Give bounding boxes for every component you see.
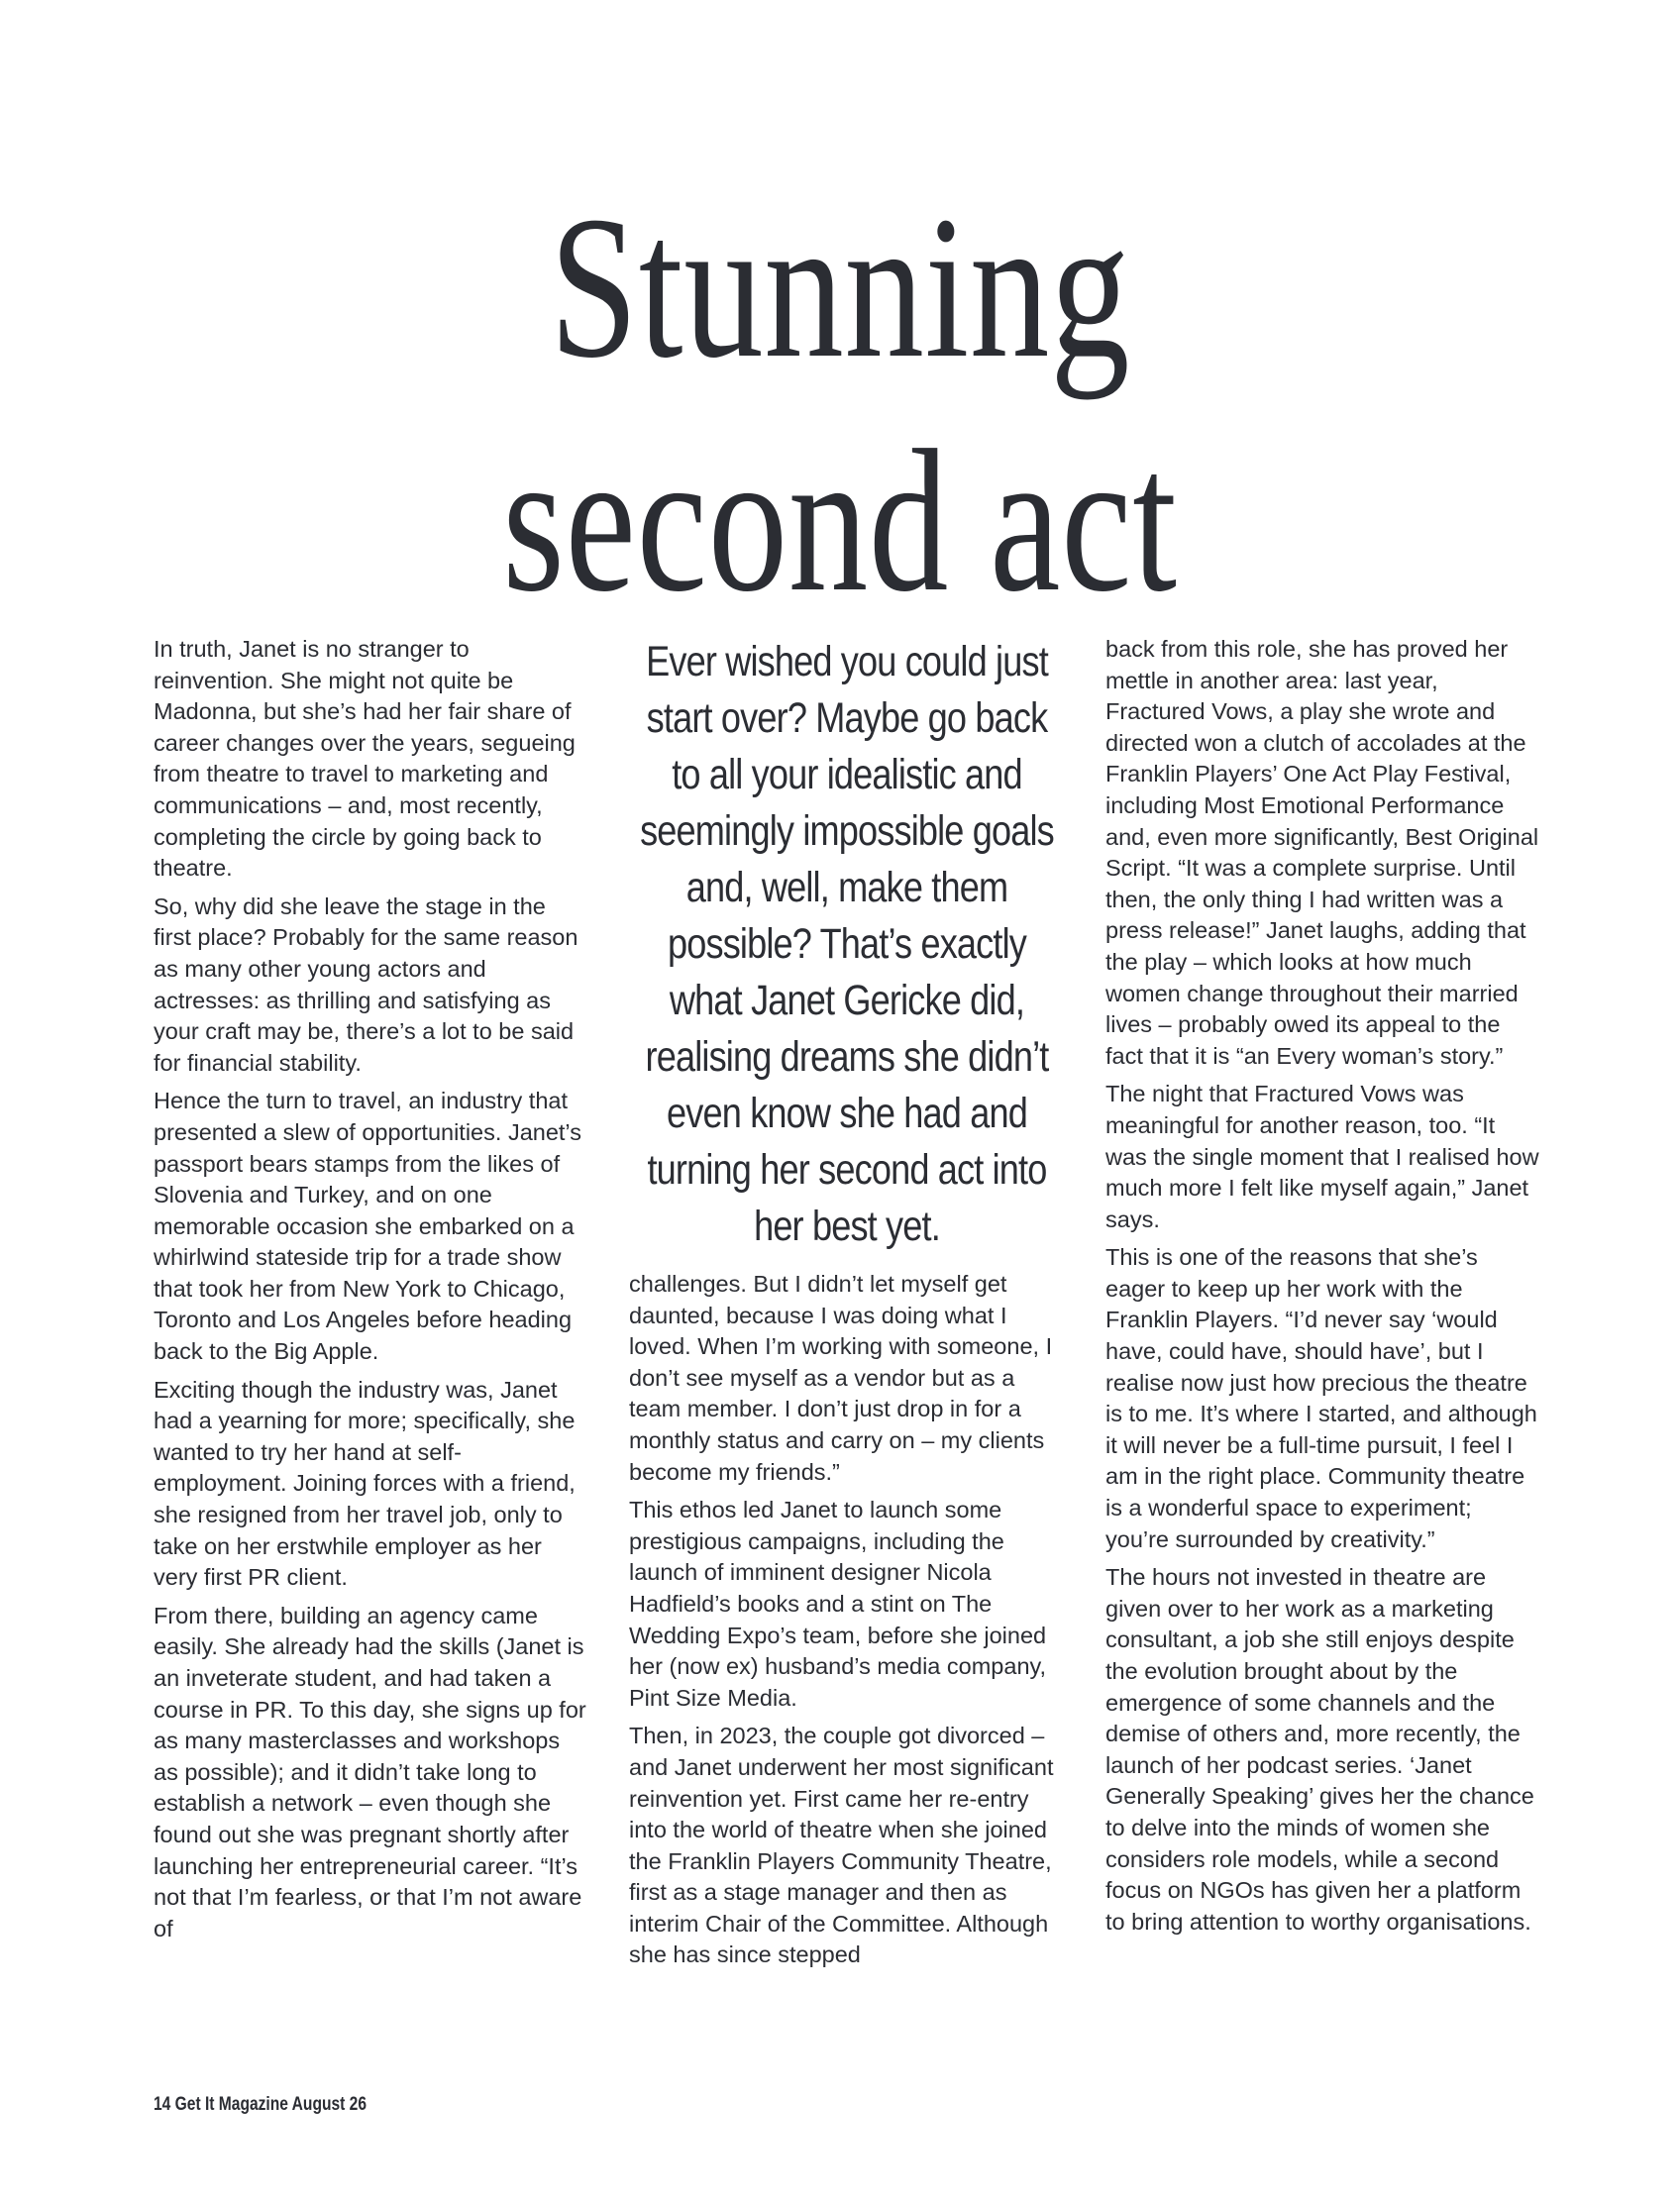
paragraph: From there, building an agency came easily. She already had the skills (Janet is an inveterate student, and had taken a course in PR. To this day, she signs up for as many masterclasses and workshops as possible); and it didn’t take long to establish a network – even though she found out she was pregnant shortly after launching her entrepreneurial career. “It’s not that I’m fearless, or that I’m not aware of bbox=[154, 1602, 586, 1941]
article-column-3 bbox=[1105, 634, 1541, 1944]
headline bbox=[185, 170, 1496, 638]
article-column-2 bbox=[629, 634, 1065, 1978]
paragraph: Exciting though the industry was, Janet had a yearning for more; specifically, she wanted to try her hand at self-employment. Joining forces with a friend, she resigned from her travel job, only to take on her erstwhile employer as her very first PR client. bbox=[154, 1376, 576, 1591]
paragraph: Then, in 2023, the couple got divorced – and Janet underwent her most significant reinvention yet. First came her re-entry into the world of theatre when she joined the Franklin Players Community Theatre, first as a stage manager and then as interim Chair of the Committee. Although she has since stepped bbox=[629, 1723, 1054, 1968]
paragraph: This ethos led Janet to launch some prestigious campaigns, including the launch of imminent designer Nicola Hadfield’s books and a stint on The Wedding Expo’s team, before she joined her (now ex) husband’s media company, Pint Size Media. bbox=[629, 1497, 1047, 1711]
page-folio: 14 Get It Magazine August 26 bbox=[154, 2094, 367, 2115]
headline-line-2: second act bbox=[502, 407, 1178, 634]
paragraph: This is one of the reasons that she’s eager to keep up her work with the Franklin Players. “I’d never say ‘would have, could have, should have’, but I realise now just how precious the theatre is to me. It’s where I started, and although it will never be a full-time pursuit, I feel I am in the right place. Community theatre is a wonderful space to experiment; you’re surrounded by creativity.” bbox=[1105, 1244, 1537, 1552]
paragraph: back from this role, she has proved her mettle in another area: last year, Fractured Vows, a play she wrote and directed won a clutch of accolades at the Franklin Players’ One Act Play Festival, including Most Emotional Performance and, even more significantly, Best Original Script. “It was a complete surprise. Until then, the only thing I had written was a press release!” Janet laughs, adding that the play – which looks at how much women change throughout their married lives – probably owed its appeal to the fact that it is “an Every woman’s story.” bbox=[1105, 636, 1539, 1069]
headline-line-1: Stunning bbox=[549, 173, 1131, 400]
paragraph: The hours not invested in theatre are given over to her work as a marketing consultant, a job she still enjoys despite the evolution brought about by the emergence of some channels and the demise of others and, more recently, the launch of her podcast series. ‘Janet Generally Speaking’ gives her the chance to delve into the minds of women she considers role models, while a second focus on NGOs has given her a platform to bring attention to worthy organisations. bbox=[1105, 1564, 1534, 1935]
paragraph: Hence the turn to travel, an industry that presented a slew of opportunities. Janet’s passport bears stamps from the likes of Slovenia and Turkey, and on one memorable occasion she embarked on a whirlwind stateside trip for a trade show that took her from New York to Chicago, Toronto and Los Angeles before heading back to the Big Apple. bbox=[154, 1088, 581, 1365]
article-column-1 bbox=[154, 634, 589, 1951]
standfirst: Ever wished you could just start over? Maybe go back to all your idealistic and seemingly impossible goals and, well, make them possible? That’s exactly what Janet Gericke did, realising dreams she didn’t even know she had and turning her second act into her best yet. bbox=[640, 638, 1054, 1250]
paragraph: So, why did she leave the stage in the first place? Probably for the same reason as many other young actors and actresses: as thrilling and satisfying as your craft may be, there’s a lot to be said for financial stability. bbox=[154, 892, 578, 1076]
paragraph: challenges. But I didn’t let myself get daunted, because I was doing what I loved. When I’m working with someone, I don’t see myself as a vendor but as a team member. I don’t just drop in for a monthly status and carry on – my clients become my friends.” bbox=[629, 1271, 1053, 1485]
paragraph: The night that Fractured Vows was meaningful for another reason, too. “It was the single moment that I realised how much more I felt like myself again,” Janet says. bbox=[1105, 1081, 1539, 1232]
paragraph: In truth, Janet is no stranger to reinvention. She might not quite be Madonna, but she’s had her fair share of career changes over the years, segueing from theatre to travel to marketing and communications – and, most recently, completing the circle by going back to theatre. bbox=[154, 636, 576, 882]
